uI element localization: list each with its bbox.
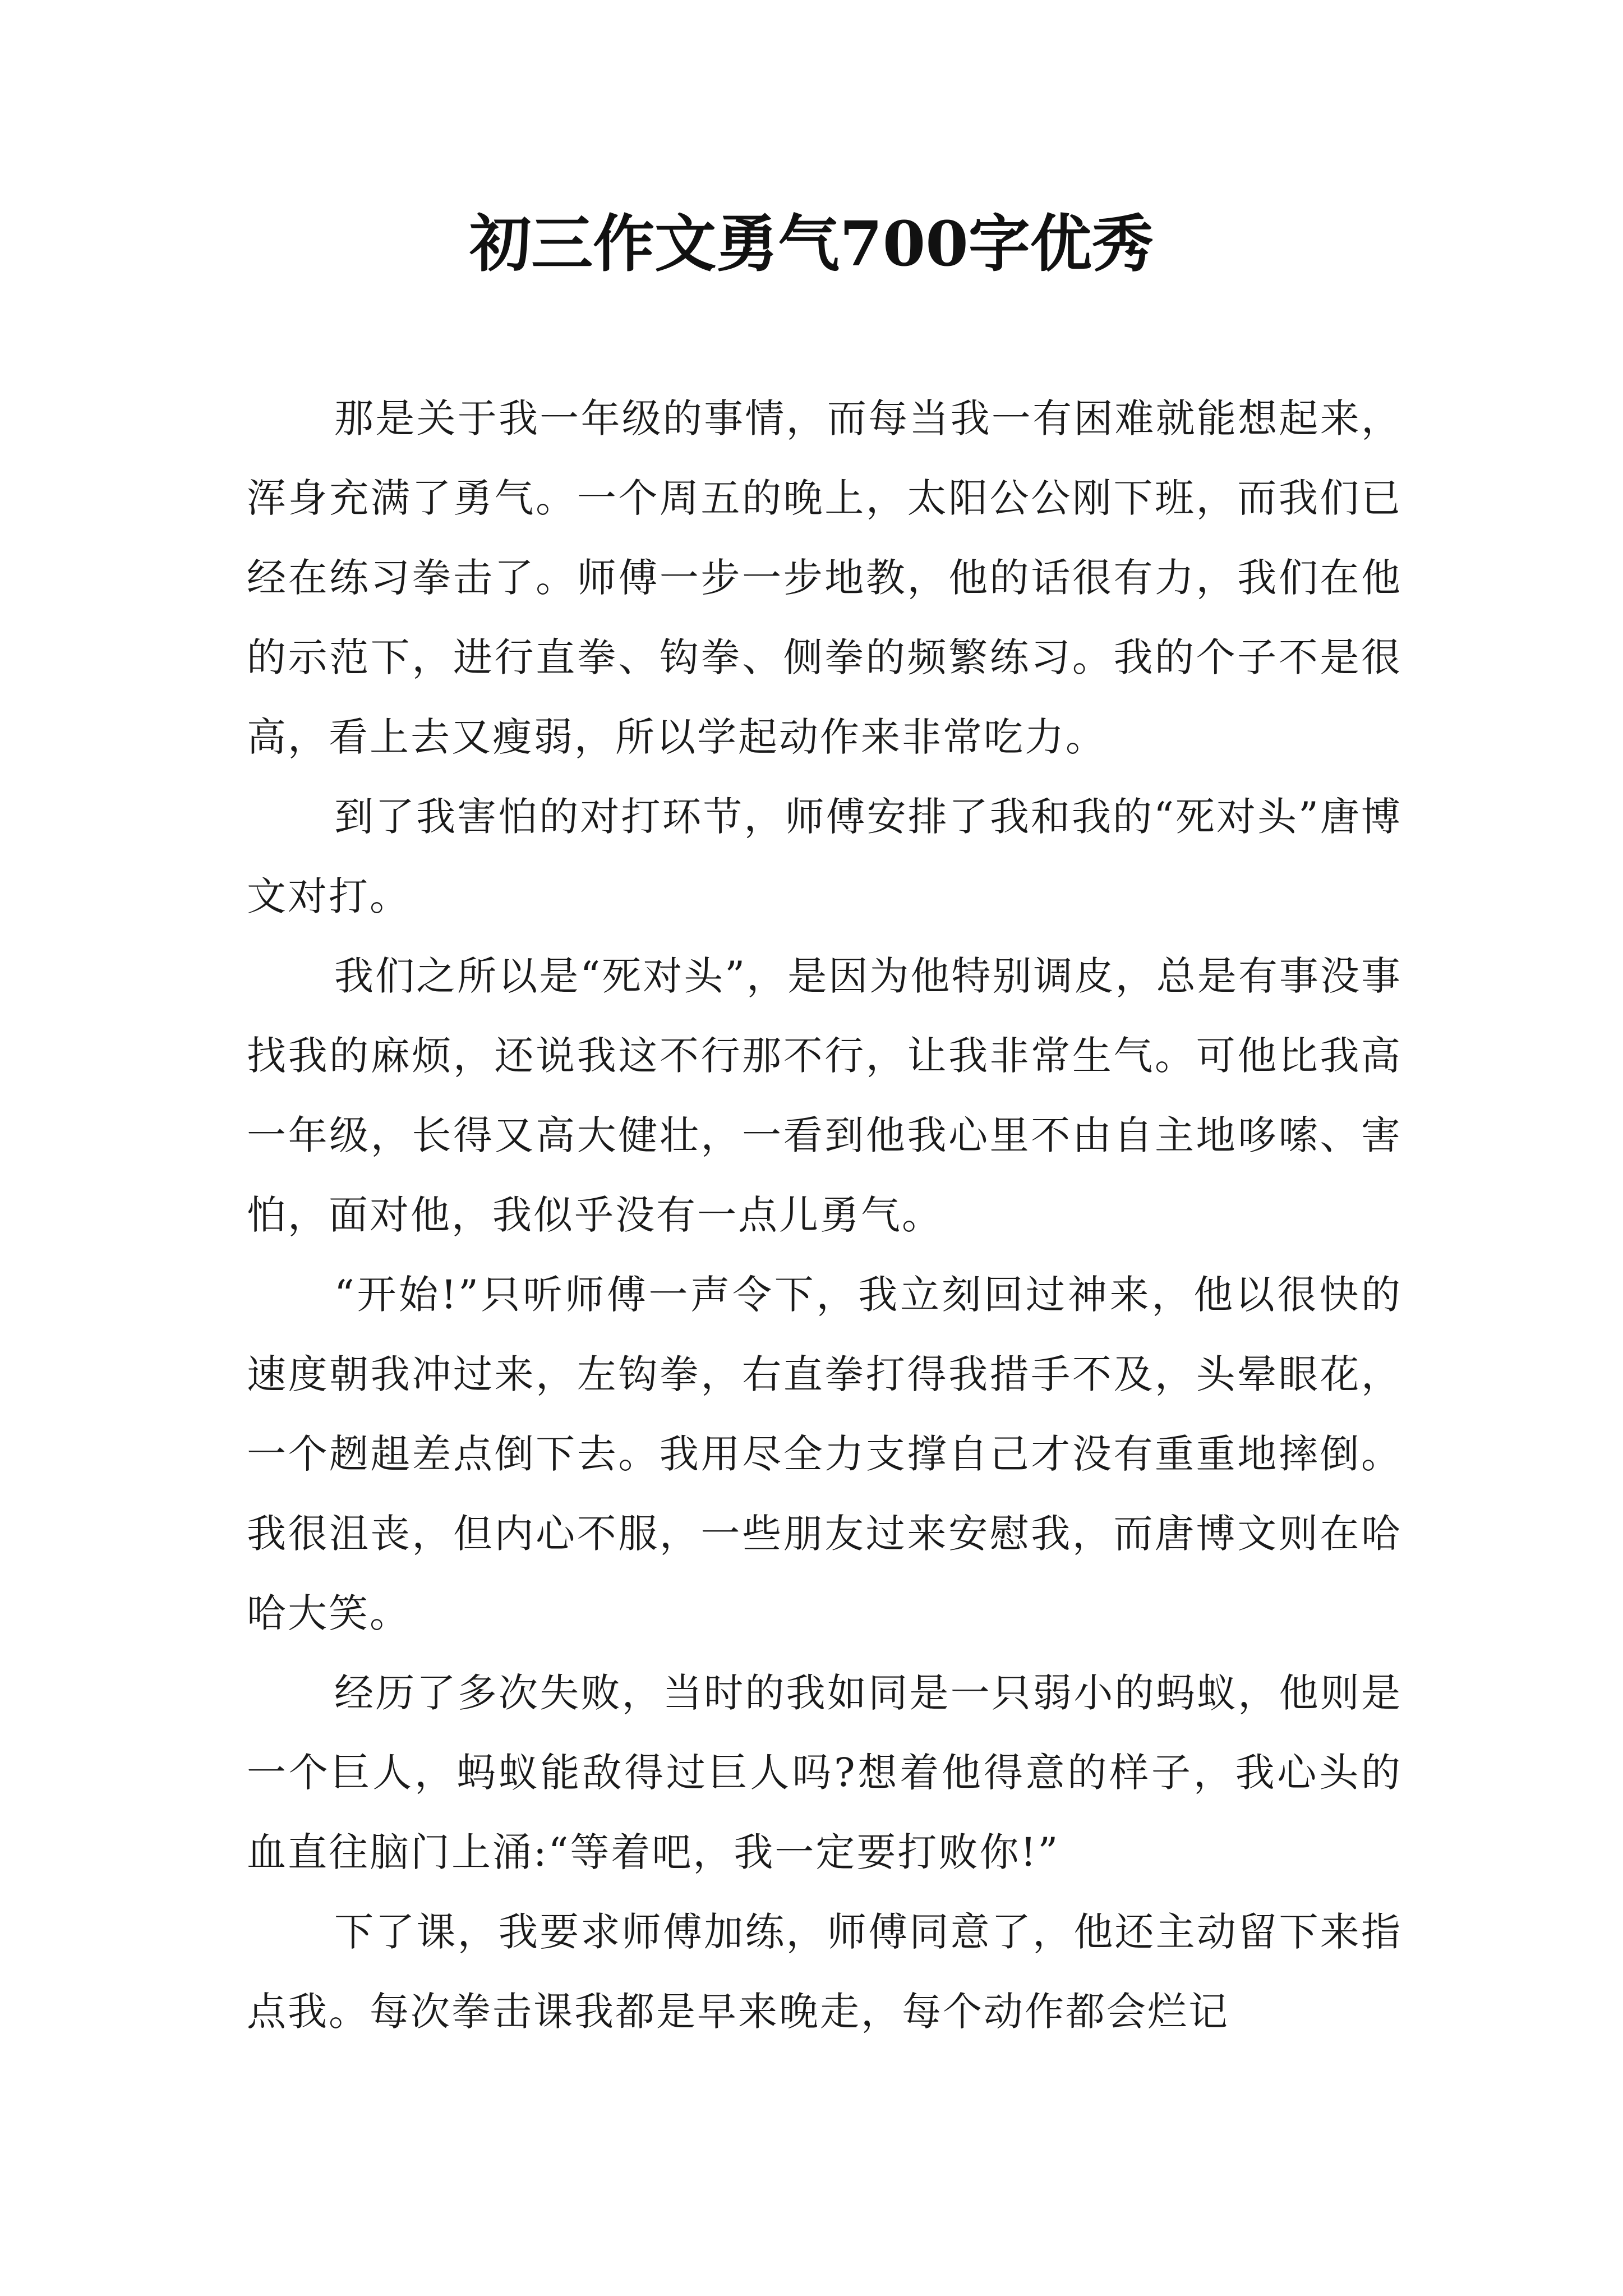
paragraph: 下了课，我要求师傅加练，师傅同意了，他还主动留下来指点我。每次拳击课我都是早来晚走，每个动作都会烂记 bbox=[247, 1909, 1402, 2035]
paragraph: “开始!”只听师傅一声令下，我立刻回过神来，他以很快的速度朝我冲过来，左钩拳，右直拳打得我措手不及，头晕眼花，一个趔趄差点倒下去。我用尽全力支撑自己才没有重重地摔倒。我很沮丧，但内心不服，一些朋友过来安慰我，而唐博文则在哈哈大笑。 bbox=[247, 1272, 1402, 1636]
paragraph: 经历了多次失败，当时的我如同是一只弱小的蚂蚁，他则是一个巨人，蚂蚁能敌得过巨人吗?想着他得意的样子，我心头的血直往脑门上涌:“等着吧，我一定要打败你!” bbox=[247, 1670, 1402, 1875]
essay-body bbox=[247, 379, 1402, 2051]
document-title: 初三作文勇气700字优秀 bbox=[469, 208, 1154, 280]
paragraph: 到了我害怕的对打环节，师傅安排了我和我的“死对头”唐博文对打。 bbox=[247, 794, 1402, 919]
paragraph: 我们之所以是“死对头”，是因为他特别调皮，总是有事没事找我的麻烦，还说我这不行那不行，让我非常生气。可他比我高一年级，长得又高大健壮，一看到他我心里不由自主地哆嗦、害怕，面对他，我似乎没有一点儿勇气。 bbox=[247, 953, 1402, 1238]
paragraph: 那是关于我一年级的事情，而每当我一有困难就能想起来，浑身充满了勇气。一个周五的晚上，太阳公公刚下班，而我们已经在练习拳击了。师傅一步一步地教，他的话很有力，我们在他的示范下，进行直拳、钩拳、侧拳的频繁练习。我的个子不是很高，看上去又瘦弱，所以学起动作来非常吃力。 bbox=[247, 395, 1402, 760]
